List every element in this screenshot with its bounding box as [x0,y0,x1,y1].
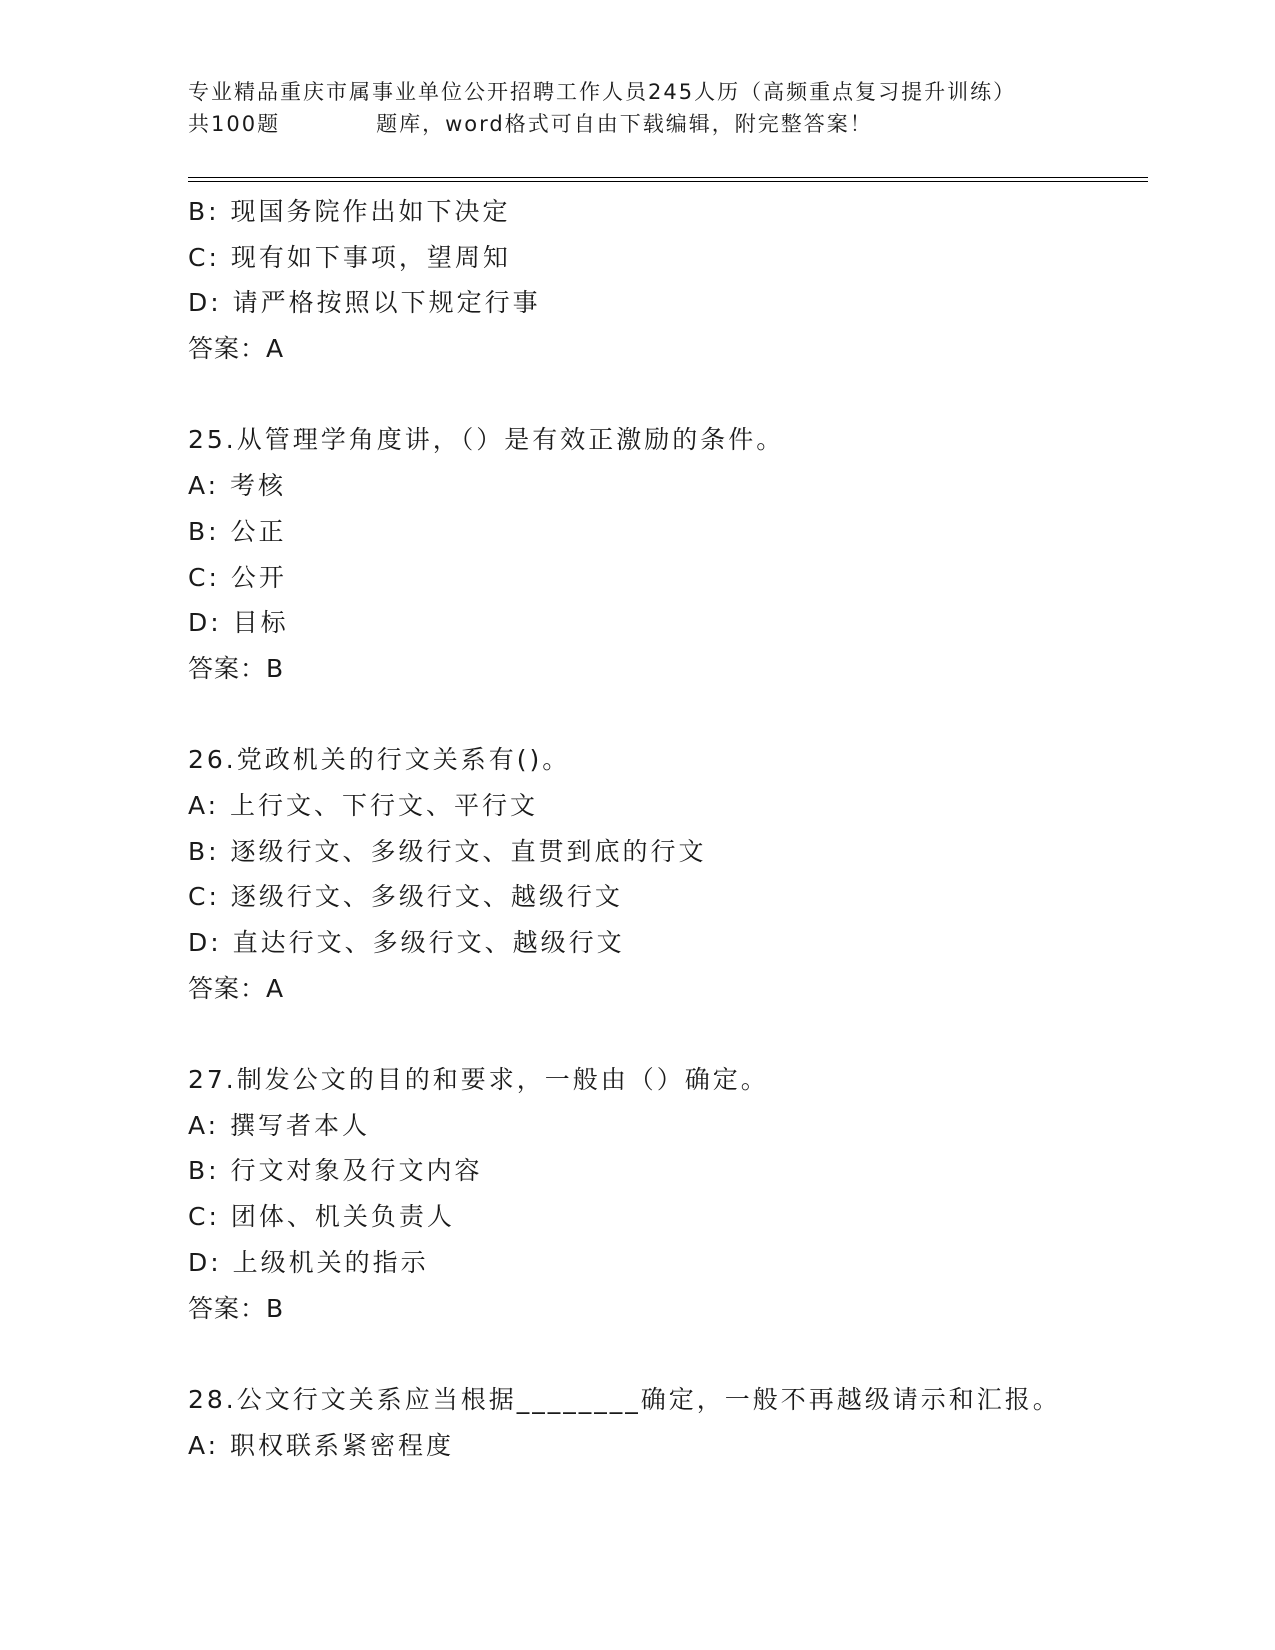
answer-line: 答案：B [188,1293,285,1323]
header-question-count: 共100题 [188,112,281,136]
option-c: C: 公开 [188,562,287,592]
question-stem: 27.制发公文的目的和要求，一般由（）确定。 [188,1065,769,1095]
document-header [188,76,1148,140]
option-a: A: 考核 [188,471,287,501]
option-a: A: 上行文、下行文、平行文 [188,790,539,820]
option-c: C: 现有如下事项，望周知 [188,242,511,272]
question-spacer [188,692,1148,738]
option-d: D: 目标 [188,608,289,638]
option-d: D: 直达行文、多级行文、越级行文 [188,928,625,957]
question-stem: 25.从管理学角度讲，（）是有效正激励的条件。 [188,425,785,455]
option-c: C: 团体、机关负责人 [188,1202,455,1232]
answer-line: 答案：A [188,973,285,1003]
option-b: B: 逐级行文、多级行文、直贯到底的行文 [188,836,707,866]
option-d: D: 上级机关的指示 [188,1247,429,1277]
answer-line: 答案：A [188,334,285,364]
question-block-28 [188,1377,1148,1468]
header-format-note: 题库，word格式可自由下载编辑，附完整答案！ [376,112,873,136]
question-block-26 [188,737,1148,1011]
question-block-27 [188,1057,1148,1331]
option-a: A: 职权联系紧密程度 [188,1430,455,1460]
option-c: C: 逐级行文、多级行文、越级行文 [188,882,623,912]
option-a: A: 撰写者本人 [188,1110,371,1140]
question-stem: 26.党政机关的行文关系有()。 [188,745,571,775]
header-divider-bottom [188,181,1148,182]
question-stem: 28.公文行文关系应当根据________确定，一般不再越级请示和汇报。 [188,1384,1061,1414]
option-b: B: 行文对象及行文内容 [188,1156,483,1186]
header-subtitle-line [188,108,1148,140]
option-d: D: 请严格按照以下规定行事 [188,288,541,318]
header-title-line: 专业精品重庆市属事业单位公开招聘工作人员245人历（高频重点复习提升训练） [188,80,1017,104]
option-b: B: 现国务院作出如下决定 [188,197,511,226]
question-list [188,189,1148,1468]
question-spacer [188,1011,1148,1057]
answer-line: 答案：B [188,653,285,683]
question-block-partial [188,189,1148,372]
question-spacer [188,372,1148,418]
option-b: B: 公正 [188,516,287,546]
question-block-25 [188,417,1148,691]
header-divider-top [188,177,1148,178]
question-spacer [188,1331,1148,1377]
